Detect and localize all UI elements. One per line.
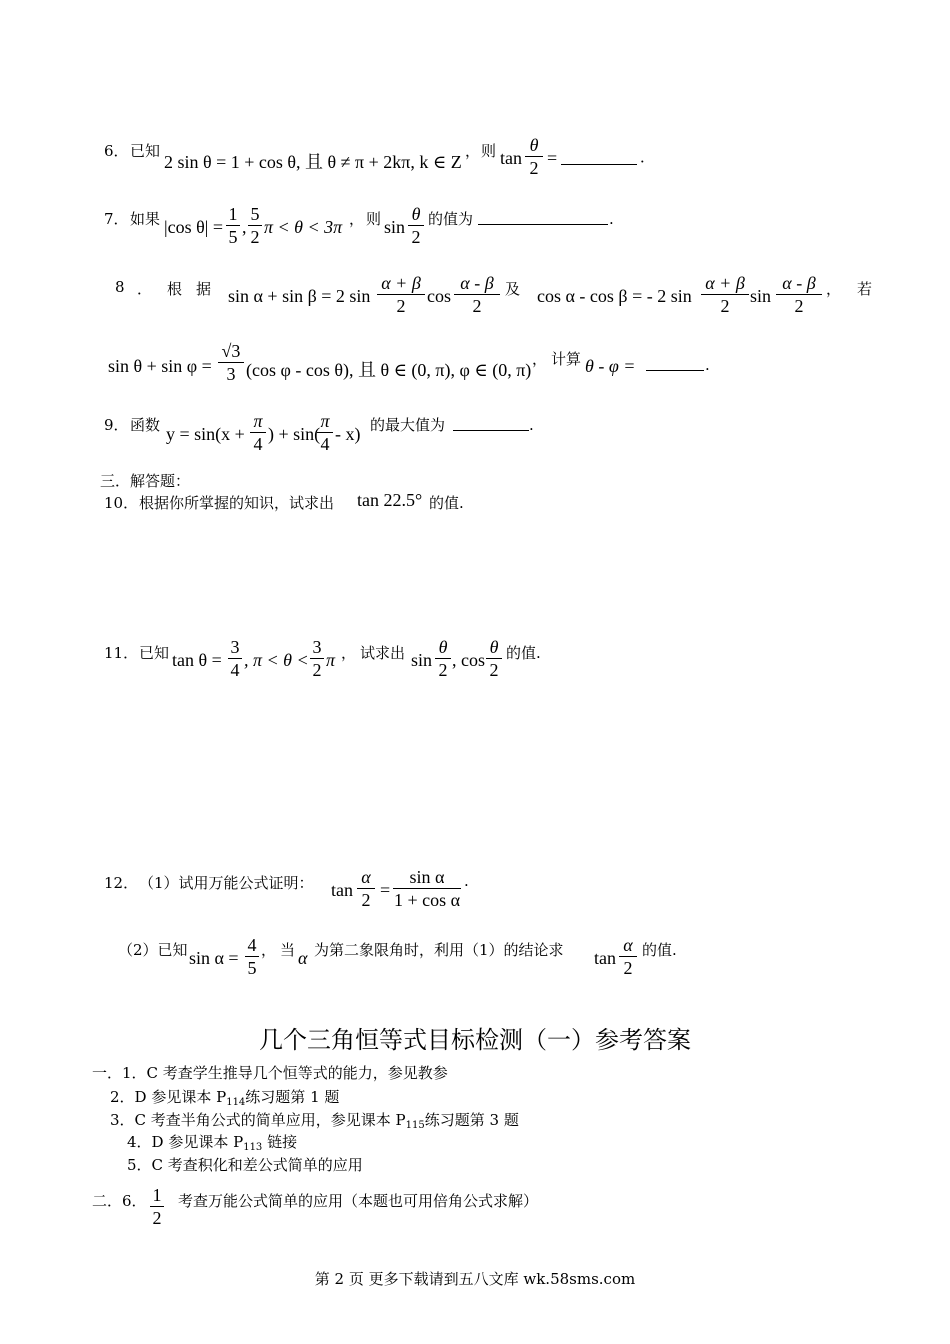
- q6-comma: ，: [465, 142, 481, 160]
- q8-number: 8: [115, 278, 125, 296]
- q12-fraction-4-5: 4 5: [245, 934, 259, 979]
- q8-word-gen: 根: [167, 280, 183, 298]
- q8-fraction-1: α + β 2: [377, 272, 425, 317]
- q8-fraction-3: α + β 2: [701, 272, 749, 317]
- q8-comma-2: ，: [532, 350, 548, 368]
- q8-comma: ，: [826, 280, 842, 298]
- q11-sin: sin: [411, 650, 433, 670]
- q11-fraction-3-4: 3 4: [228, 636, 242, 681]
- q12-equals: =: [380, 880, 391, 900]
- q7-fraction-5-2: 5 2: [248, 203, 262, 248]
- q6-end: ．: [640, 148, 656, 166]
- q6-lead: 已知: [130, 142, 161, 160]
- q7-answer-blank: [478, 210, 608, 225]
- q6-answer-blank: [561, 150, 637, 165]
- q6-equals: =: [547, 148, 558, 168]
- q9-tail: 的最大值为: [370, 416, 446, 434]
- q7-number: 7．: [104, 210, 129, 228]
- q7-lead: 如果: [130, 210, 161, 228]
- q7-sep: ,: [242, 217, 247, 237]
- q6-then: 则: [481, 142, 497, 160]
- q11-number: 11．: [104, 644, 139, 662]
- answer-2: 2．D 参见课本 $P_{114}$练习题第 1 题: [110, 1088, 340, 1108]
- q12-part-1: （1）试用万能公式证明：: [139, 874, 314, 892]
- q12-fraction-identity: sin α 1 + cos α: [393, 867, 461, 910]
- q8-cos-diff: cos α - cos β = - 2 sin: [537, 286, 692, 306]
- q7-sin: sin: [384, 217, 406, 237]
- q8-condition-lhs: sin θ + sin φ =: [108, 356, 212, 376]
- section-3-heading: 三．解答题：: [100, 472, 191, 490]
- answer-6-note: 考查万能公式简单的应用（本题也可用倍角公式求解）: [178, 1192, 539, 1210]
- q11-tan: tan θ =: [172, 650, 222, 670]
- answer-3: 3．C 考查半角公式的简单应用，参见课本 $P_{115}$练习题第 3 题: [110, 1111, 519, 1131]
- q8-fraction-sqrt3-3: √3 3: [218, 340, 244, 385]
- q12-fraction-alpha-2: α 2: [357, 866, 375, 911]
- q9-lead: 函数: [130, 416, 161, 434]
- q12-tail: 的值.: [642, 941, 677, 959]
- q8-ji: 及: [505, 280, 521, 298]
- q9-end: .: [529, 416, 534, 434]
- q6-number: 6．: [104, 142, 129, 160]
- q8-dot: ．: [137, 280, 153, 298]
- q6-fraction: θ 2: [525, 134, 543, 179]
- q7-fraction-1-5: 1 5: [226, 203, 240, 248]
- q11-comma: ，: [341, 644, 357, 662]
- q8-condition-rhs: (cos φ - cos θ), 且 θ ∈ (0, π), φ ∈ (0, π): [246, 360, 532, 380]
- answer-4: 4．D 参见课本 $P_{113}$ 链接: [127, 1133, 298, 1153]
- q12-fraction-alpha-2b: α 2: [619, 934, 637, 979]
- q8-end: .: [705, 356, 710, 374]
- answer-5: 5．C 考查积化和差公式简单的应用: [127, 1156, 363, 1174]
- q8-fraction-4: α - β 2: [776, 272, 822, 317]
- q10-number: 10．: [104, 494, 139, 512]
- answers-title: 几个三角恒等式目标检测（一）参考答案: [259, 1026, 691, 1054]
- q12-sin-alpha: sin α =: [189, 948, 239, 968]
- q8-ruo: 若: [857, 280, 873, 298]
- q6-lhs: tan: [500, 148, 522, 168]
- q10-expr: tan 22.5°: [357, 490, 423, 510]
- q12-part-2: （2）已知: [118, 941, 188, 959]
- q12-middle: 为第二象限角时，利用（1）的结论求: [314, 941, 564, 959]
- q7-abs-cos: |cos θ| =: [164, 217, 223, 237]
- answer-6: 二．6．: [92, 1192, 147, 1210]
- answer-1: 一．1．C 考查学生推导几个恒等式的能力，参见教参: [92, 1064, 448, 1082]
- q9-fraction-2: π 4: [317, 410, 333, 455]
- q12-tan: tan: [331, 880, 353, 900]
- q11-fraction-theta-2b: θ 2: [486, 636, 502, 681]
- q10-tail: 的值.: [429, 494, 464, 512]
- q11-fraction-theta-2a: θ 2: [435, 636, 451, 681]
- q8-sin: sin: [750, 286, 772, 306]
- q12-tan-2: tan: [594, 948, 616, 968]
- q11-fraction-3-2: 3 2: [310, 636, 324, 681]
- q8-answer-blank: [646, 356, 704, 371]
- q9-fraction-1: π 4: [250, 410, 266, 455]
- q11-range: , π < θ <: [244, 650, 309, 670]
- page-footer: 第 2 页 更多下载请到五八文库 wk.58sms.com: [314, 1270, 636, 1288]
- q7-then: 则: [366, 210, 382, 228]
- q6-equation: 2 sin θ = 1 + cos θ, 且 θ ≠ π + 2kπ, k ∈ Z: [164, 152, 462, 172]
- q12-number: 12．: [104, 874, 139, 892]
- q11-cos: , cos: [452, 650, 485, 670]
- q9-expr-1: y = sin(x +: [166, 424, 245, 444]
- answer-6-fraction: 1 2: [150, 1184, 164, 1229]
- q8-cos: cos: [427, 286, 451, 306]
- q7-comma: ，: [349, 210, 365, 228]
- q8-fraction-2: α - β 2: [454, 272, 500, 317]
- q8-target: θ - φ =: [585, 356, 636, 376]
- q11-pi: π: [326, 650, 336, 670]
- q11-ask: 试求出: [360, 644, 406, 662]
- q12-end: .: [464, 872, 469, 890]
- q12-when: 当: [280, 941, 296, 959]
- q9-expr-3: - x): [335, 424, 361, 444]
- q7-fraction-theta-2: θ 2: [408, 203, 424, 248]
- q10-lead: 根据你所掌握的知识，试求出: [139, 494, 335, 512]
- q9-answer-blank: [453, 416, 529, 431]
- q7-end: .: [609, 210, 614, 228]
- q11-tail: 的值.: [506, 644, 541, 662]
- q8-calc: 计算: [551, 350, 582, 368]
- q8-word-ju: 据: [196, 280, 212, 298]
- q12-alpha: α: [298, 948, 308, 968]
- q9-expr-2: ) + sin(: [268, 424, 321, 444]
- q9-number: 9．: [104, 416, 129, 434]
- q12-comma: ，: [261, 941, 277, 959]
- q11-lead: 已知: [139, 644, 170, 662]
- q7-tail: 的值为: [428, 210, 474, 228]
- q7-inequality: π < θ < 3π: [264, 217, 343, 237]
- q8-sum-to-product: sin α + sin β = 2 sin: [228, 286, 371, 306]
